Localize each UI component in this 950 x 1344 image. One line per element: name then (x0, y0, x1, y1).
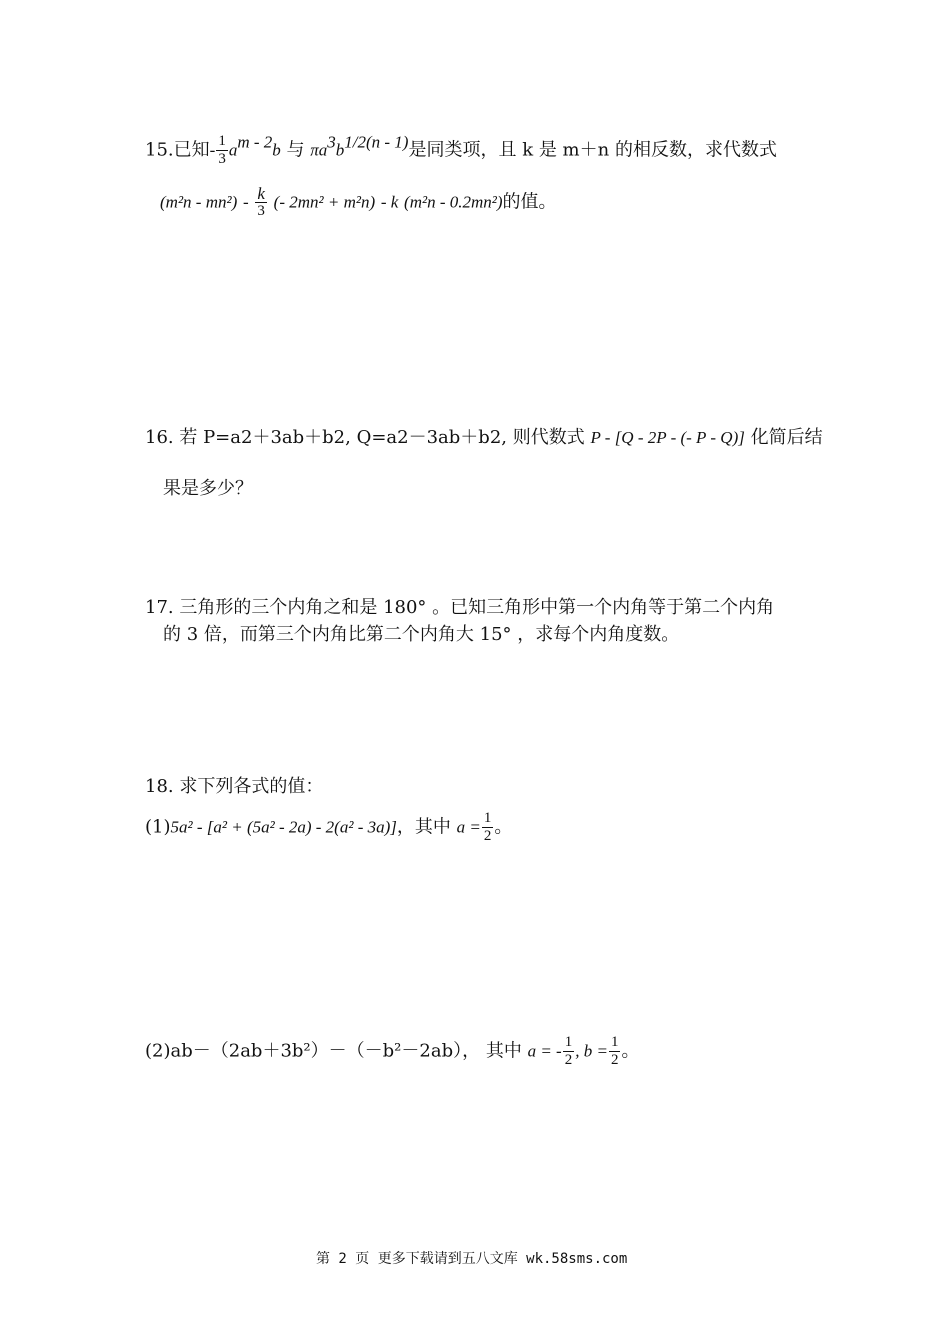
fraction-numerator: k (257, 184, 265, 203)
fraction-numerator: 1 (610, 1034, 619, 1050)
fraction-k-over-3 (255, 185, 267, 220)
fraction-one-half (482, 810, 494, 845)
fraction-numerator: 1 (218, 133, 226, 149)
math-variable: b (335, 140, 345, 160)
math-condition: , b = (575, 1041, 608, 1061)
math-exponent: m - 2 (237, 132, 273, 152)
question-text: 的 3 倍，而第三个内角比第二个内角大 15° ，求每个内角度数。 (163, 624, 680, 645)
math-expression: (- 2mn² + m²n) (273, 192, 376, 212)
question-16-line-1 (145, 427, 823, 449)
question-15-line-2 (160, 185, 557, 220)
math-exponent: 3 (327, 132, 336, 152)
question-text: 。 (621, 1040, 640, 1062)
fraction-b-value (609, 1034, 621, 1069)
question-text: 的值。 (502, 191, 557, 213)
question-text: 18. 求下列各式的值： (145, 776, 324, 797)
question-number: 15. (145, 139, 174, 161)
fraction-denominator: 3 (257, 203, 265, 219)
question-text: 与 (286, 139, 305, 161)
fraction-numerator: 1 (564, 1034, 573, 1050)
fraction-one-third (216, 133, 228, 168)
question-text: 16. 若 P=a2＋3ab＋b2, Q=a2－3ab＋b2, 则代数式 (145, 427, 585, 448)
question-18-part-1 (145, 810, 512, 845)
question-18-part-2 (145, 1034, 639, 1069)
fraction-denominator: 2 (564, 1052, 573, 1068)
question-text: ，其中 (396, 816, 451, 838)
question-17-line-2 (163, 624, 679, 646)
question-text: 17. 三角形的三个内角之和是 180° 。已知三角形中第一个内角等于第二个内角 (145, 597, 775, 618)
math-expression: P - [Q - 2P - (- P - Q)] (590, 428, 745, 447)
math-expression: ab－（2ab＋3b²）－（－b²－2ab）， (170, 1040, 481, 1062)
math-expression: (m²n - 0.2mn²) (404, 192, 503, 212)
fraction-denominator: 2 (610, 1052, 619, 1068)
footer-text: 第 2 页 更多下载请到五八文库 wk.58sms.com (316, 1251, 628, 1267)
question-text: 已知 (173, 139, 210, 161)
math-condition: a = (456, 817, 481, 837)
math-variable: a (228, 140, 238, 160)
question-text: 化简后结 (750, 427, 823, 448)
math-exponent: 1/2(n - 1) (344, 132, 409, 152)
math-sign: - (242, 192, 249, 212)
question-17-line-1 (145, 597, 774, 619)
page-footer (316, 1248, 627, 1268)
question-16-line-2 (163, 478, 253, 500)
part-label: (1) (145, 816, 171, 838)
question-text: 其中 (485, 1040, 522, 1062)
math-condition: a = - (527, 1041, 562, 1061)
part-label: (2) (145, 1040, 171, 1062)
question-text: 果是多少？ (163, 478, 253, 499)
fraction-numerator: 1 (483, 810, 492, 826)
math-expression: 5a² - [a² + (5a² - 2a) - 2(a² - 3a)] (170, 817, 397, 837)
fraction-denominator: 2 (483, 828, 492, 844)
math-variable: b (272, 140, 281, 160)
question-15-line-1 (145, 133, 777, 168)
question-text: 。 (494, 816, 513, 838)
fraction-a-value (563, 1034, 575, 1069)
fraction-denominator: 3 (218, 151, 226, 167)
question-18-title (145, 776, 323, 798)
math-expression: (m²n - mn²) (160, 192, 238, 212)
math-expression: - k (380, 192, 399, 212)
math-term: πa (310, 140, 328, 160)
math-sign: - (209, 140, 216, 160)
question-text: 是同类项，且 k 是 m＋n 的相反数，求代数式 (408, 139, 777, 161)
